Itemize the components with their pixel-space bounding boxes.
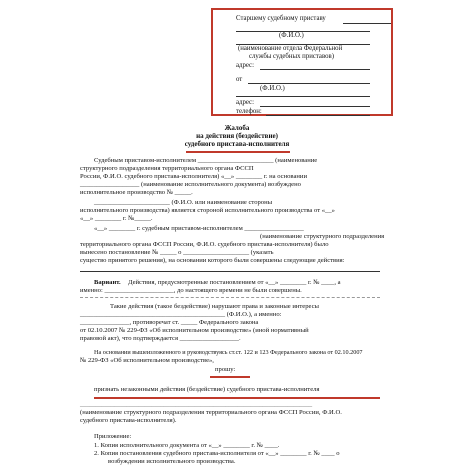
request-underline <box>210 376 250 378</box>
text-line: Судебным приставом-исполнителем _______________________ (наименование <box>94 157 318 164</box>
document-title: на действия (бездействие) <box>196 132 278 140</box>
text-line: вынесено постановление № _____ о ____________________ (указать <box>80 249 274 256</box>
from-label: от <box>236 76 243 83</box>
text-line: ___________________________________________________________________________ <box>80 401 313 408</box>
request-text: признать незаконными действия (бездействие) судебного пристава-исполнителя <box>94 386 320 393</box>
department-caption: службы судебных приставов) <box>249 53 334 60</box>
text-line: исполнительного производства) является стороной исполнительного производства от «__» <box>80 207 335 214</box>
underline <box>260 69 370 70</box>
text-line: № 229-ФЗ «Об исполнительном производстве», <box>80 357 214 364</box>
fio-caption: (Ф.И.О.) <box>279 32 304 39</box>
address-label: адрес: <box>236 62 254 69</box>
underline <box>260 106 370 107</box>
text-line: правовой акт), что подтверждается __________________. <box>80 335 241 342</box>
text-line: «__» ________ г. судебным приставом-исполнителем __________________ <box>94 225 304 232</box>
attachment-item: возбуждении исполнительного производства. <box>108 458 236 465</box>
document-title: судебного пристава-исполнителя <box>184 140 290 148</box>
underline <box>266 115 370 116</box>
variant-label: Вариант. <box>94 279 121 286</box>
attachments-label: Приложение: <box>94 433 132 440</box>
title-underline <box>186 151 290 153</box>
phone-label: телефон: <box>236 108 262 115</box>
text-line: судебного пристава-исполнителя). <box>80 417 177 424</box>
request-underline <box>94 397 380 399</box>
text-line: _______________________ (Ф.И.О. или наименование стороны <box>94 199 273 206</box>
text-line: территориального органа ФССП России, Ф.И.О. судебного пристава-исполнителя) было <box>80 241 329 248</box>
addressee-line: Старшему судебному приставу <box>236 15 326 22</box>
address-label: адрес: <box>236 99 254 106</box>
text-line: структурного подразделения территориального органа ФССП <box>80 165 254 172</box>
fill-line <box>80 271 380 272</box>
document-title: Жалоба <box>224 124 250 132</box>
text-line: На основании вышеизложенного и руководствуясь ст.ст. 122 и 123 Федерального закона от 02.10.2007 <box>94 349 363 356</box>
text-line: Такие действия (такое бездействие) нарушают права и законные интересы <box>110 303 319 310</box>
text-line: именно: _____________________, до настоящего времени не были совершены. <box>80 287 302 294</box>
underline <box>236 96 370 97</box>
text-line: исполнительное производство № _____. <box>80 189 193 196</box>
text-line: «__» ________ г. №_____. <box>80 215 153 222</box>
text-line: ____________________________________________ (Ф.И.О.), а именно: <box>80 311 282 318</box>
attachment-item: 2. Копия постановления судебного пристава-исполнителя от «__» ________ г. № ____ о <box>94 450 340 457</box>
text-line: (наименование структурного подразделения <box>260 233 385 240</box>
text-line: России, Ф.И.О. судебного пристава-исполнителя) «__» ________ г. на основании <box>80 173 307 180</box>
text-line: (наименование структурного подразделения территориального органа ФССП России, Ф.И.О. <box>80 409 342 416</box>
text-line: от 02.10.2007 № 229-ФЗ «Об исполнительном производстве» (иной нормативный <box>80 327 309 334</box>
underline <box>248 83 370 84</box>
text-line: существо принятого решения), на основании которого были совершены следующие действия: <box>80 257 345 264</box>
attachment-item: 1. Копия исполнительного документа от «__» ________ г. № ____. <box>94 442 280 449</box>
separator <box>80 297 380 298</box>
text-line: _______________, противоречат ст. _____ Федерального закона <box>80 319 259 326</box>
text-line: Действия, предусмотренные постановлением от «__» ________ г. № ____, а <box>128 279 341 286</box>
fio-caption: (Ф.И.О.) <box>260 85 285 92</box>
text-line: __________________ (наименование исполнительного документа) возбуждено <box>80 181 301 188</box>
department-caption: (наименование отдела Федеральной <box>238 45 343 52</box>
request-word: прошу: <box>215 366 236 373</box>
underline <box>343 23 391 24</box>
